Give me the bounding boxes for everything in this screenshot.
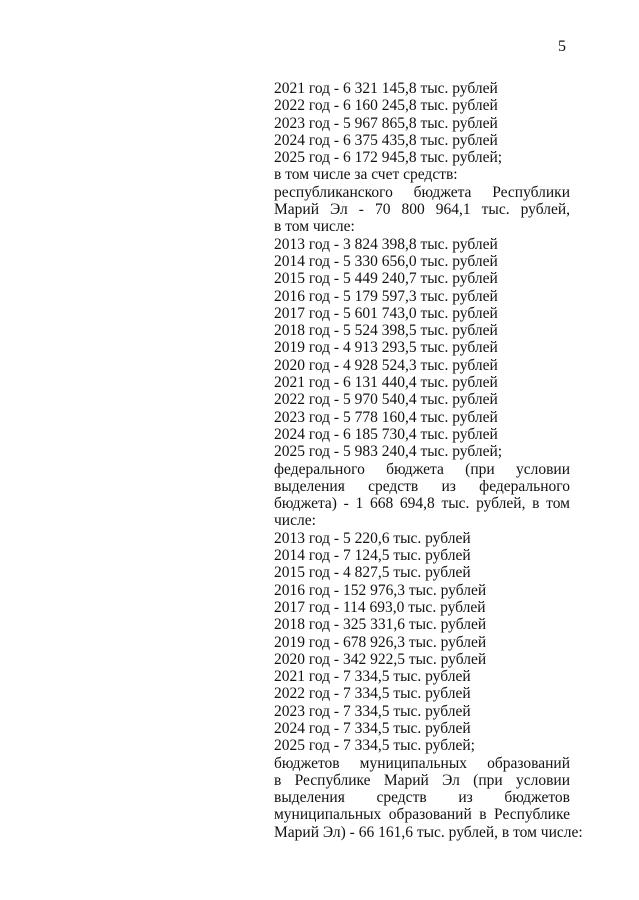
text-line: 2025 год - 6 172 945,8 тыс. рублей; — [274, 149, 503, 167]
republic-year-line: 2022 год - 5 970 540,4 тыс. рублей — [274, 391, 498, 409]
federal-year-line: 2020 год - 342 922,5 тыс. рублей — [274, 650, 487, 668]
republic-year-line: 2021 год - 6 131 440,4 тыс. рублей — [274, 374, 498, 392]
republic-year-line: 2017 год - 5 601 743,0 тыс. рублей — [274, 304, 498, 322]
federal-year-line: 2025 год - 7 334,5 тыс. рублей; — [274, 737, 475, 755]
municipal-budget-line-1: бюджетов муниципальных образований — [274, 754, 570, 772]
municipal-budget-line-2: в Республике Марий Эл (при условии — [274, 771, 570, 789]
federal-year-line: 2018 год - 325 331,6 тыс. рублей — [274, 616, 487, 634]
text-line: 2023 год - 5 967 865,8 тыс. рублей — [274, 114, 498, 132]
republic-year-line: 2024 год - 6 185 730,4 тыс. рублей — [274, 425, 498, 443]
page-number: 5 — [558, 38, 566, 55]
republic-budget-heading-1: республиканского бюджета Республики — [274, 183, 570, 201]
federal-budget-heading-3: бюджета) - 1 668 694,8 тыс. рублей, в том — [274, 495, 570, 513]
federal-year-line: 2015 год - 4 827,5 тыс. рублей — [274, 564, 471, 582]
federal-budget-heading-4: числе: — [274, 512, 316, 530]
republic-year-line: 2019 год - 4 913 293,5 тыс. рублей — [274, 339, 498, 357]
federal-year-line: 2014 год - 7 124,5 тыс. рублей — [274, 547, 471, 565]
municipal-budget-line-5: Марий Эл) - 66 161,6 тыс. рублей, в том числе: — [274, 823, 583, 841]
federal-year-line: 2023 год - 7 334,5 тыс. рублей — [274, 702, 471, 720]
text-line: 2024 год - 6 375 435,8 тыс. рублей — [274, 131, 498, 149]
funding-text — [274, 80, 583, 841]
republic-year-line: 2018 год - 5 524 398,5 тыс. рублей — [274, 322, 498, 340]
municipal-budget-line-4: муниципальных образований в Республике — [274, 806, 570, 824]
federal-year-line: 2016 год - 152 976,3 тыс. рублей — [274, 581, 487, 599]
republic-budget-heading-2: Марий Эл - 70 800 964,1 тыс. рублей, — [274, 201, 570, 219]
republic-year-line: 2023 год - 5 778 160,4 тыс. рублей — [274, 408, 498, 426]
republic-year-line: 2013 год - 3 824 398,8 тыс. рублей — [274, 235, 498, 253]
republic-budget-heading-3: в том числе: — [274, 218, 355, 236]
republic-year-line: 2016 год - 5 179 597,3 тыс. рублей — [274, 287, 498, 305]
text-line: в том числе за счет средств: — [274, 166, 458, 184]
republic-year-line: 2020 год - 4 928 524,3 тыс. рублей — [274, 356, 498, 374]
federal-budget-heading-1: федерального бюджета (при условии — [274, 460, 570, 478]
text-line: 2021 год - 6 321 145,8 тыс. рублей — [274, 80, 498, 97]
republic-year-line: 2015 год - 5 449 240,7 тыс. рублей — [274, 270, 498, 288]
republic-year-line: 2025 год - 5 983 240,4 тыс. рублей; — [274, 443, 503, 461]
republic-year-line: 2014 год - 5 330 656,0 тыс. рублей — [274, 252, 498, 270]
municipal-budget-line-3: выделения средств из бюджетов — [274, 789, 570, 807]
federal-year-line: 2013 год - 5 220,6 тыс. рублей — [274, 529, 471, 547]
federal-year-line: 2022 год - 7 334,5 тыс. рублей — [274, 685, 471, 703]
federal-budget-heading-2: выделения средств из федерального — [274, 477, 570, 495]
federal-year-line: 2017 год - 114 693,0 тыс. рублей — [274, 598, 486, 616]
federal-year-line: 2019 год - 678 926,3 тыс. рублей — [274, 633, 487, 651]
text-line: 2022 год - 6 160 245,8 тыс. рублей — [274, 97, 498, 115]
federal-year-line: 2021 год - 7 334,5 тыс. рублей — [274, 668, 471, 686]
federal-year-line: 2024 год - 7 334,5 тыс. рублей — [274, 719, 471, 737]
